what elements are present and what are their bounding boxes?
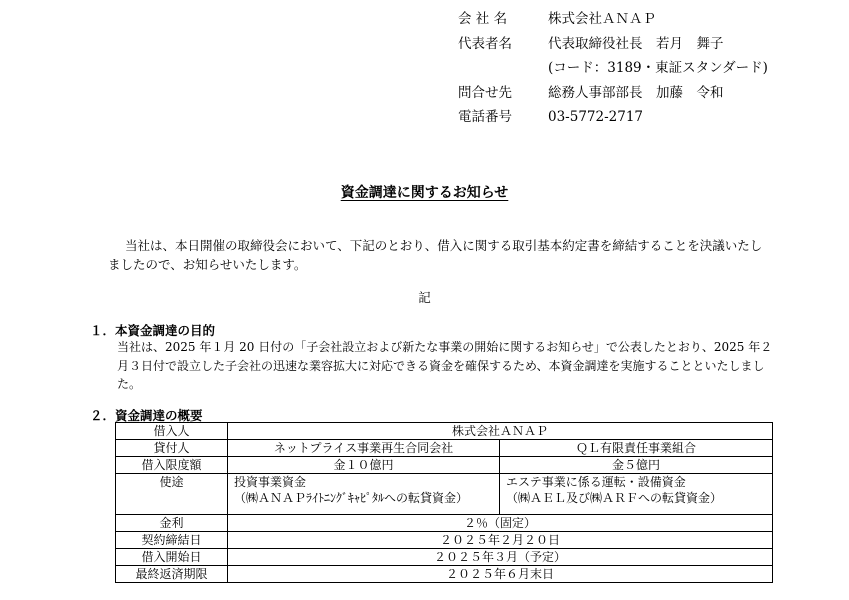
start-date-value: ２０２５年３月（予定） <box>228 549 773 566</box>
company-name-label: 会 社 名 <box>458 11 508 27</box>
financing-overview-table <box>115 422 773 583</box>
representative-row <box>458 35 768 60</box>
contact-value: 総務人事部部長 加藤 令和 <box>548 84 724 101</box>
rate-label: 金利 <box>116 515 228 532</box>
borrower-value: 株式会社ＡＮＡＰ <box>228 423 773 440</box>
due-date-label: 最終返済期限 <box>116 566 228 583</box>
start-date-label: 借入開始日 <box>116 549 228 566</box>
use-b-line1: エステ事業に係る運転・設備資金 <box>506 475 686 489</box>
use-label: 使途 <box>116 474 228 515</box>
use-b-line2: （㈱ＡＥＬ及び㈱ＡＲＦへの転貸資金） <box>506 491 723 505</box>
contract-date-value: ２０２５年２月２０日 <box>228 532 773 549</box>
phone-value: 03-5772-2717 <box>548 109 644 125</box>
contact-label: 問合せ先 <box>458 84 512 101</box>
section-1-body: 当社は、2025 年１月 20 日付の「子会社設立および新たな事業の開始に関するお知らせ」で公表したとおり、2025 年２月３日付で設立した子会社の迅速な業容拡大に対応できる資金を確保するため、本資金調達を実施することといたしました。 <box>117 340 773 391</box>
borrower-label: 借入人 <box>116 423 228 440</box>
lender-label: 貸付人 <box>116 440 228 457</box>
table-row <box>116 474 773 515</box>
phone-row <box>458 108 768 133</box>
phone-label: 電話番号 <box>458 109 512 125</box>
due-date-value: ２０２５年６月末日 <box>228 566 773 583</box>
table-row <box>116 566 773 583</box>
representative-value: 代表取締役社長 若月 舞子 <box>548 35 724 52</box>
stock-code-label <box>458 59 548 84</box>
use-value-a <box>228 474 500 515</box>
company-name-row <box>458 10 768 35</box>
company-name-value: 株式会社ＡＮＡＰ <box>548 11 656 27</box>
table-row <box>116 423 773 440</box>
contract-date-label: 契約締結日 <box>116 532 228 549</box>
stock-code-value: (コード：3189・東証スタンダード) <box>548 60 768 76</box>
rate-value: ２％（固定） <box>228 515 773 532</box>
use-a-line1: 投資事業資金 <box>234 475 307 489</box>
section-2-heading: ２．資金調達の概要 <box>90 408 203 423</box>
table-row <box>116 440 773 457</box>
document-title: 資金調達に関するお知らせ <box>340 185 509 201</box>
use-value-b <box>500 474 773 515</box>
table-row <box>116 457 773 474</box>
stock-code-row <box>458 59 768 84</box>
intro-paragraph: 当社は、本日開催の取締役会において、下記のとおり、借入に関する取引基本約定書を締結することを決議いたしましたので、お知らせいたします。 <box>108 238 763 272</box>
use-a-line2: （㈱ＡＮＡＰﾗｲﾄﾆﾝｸﾞｷｬﾋﾟﾀﾙへの転貸資金） <box>234 491 469 505</box>
lender-value-b: ＱＬ有限責任事業組合 <box>500 440 773 457</box>
table-row <box>116 532 773 549</box>
ki-marker: 記 <box>418 290 431 305</box>
representative-label: 代表者名 <box>458 35 512 52</box>
limit-label: 借入限度額 <box>116 457 228 474</box>
lender-value-a: ネットプライス事業再生合同会社 <box>228 440 500 457</box>
table-row <box>116 515 773 532</box>
company-info-block <box>458 10 768 133</box>
contact-row <box>458 84 768 109</box>
limit-value-a: 金１０億円 <box>228 457 500 474</box>
limit-value-b: 金５億円 <box>500 457 773 474</box>
section-1-heading: １．本資金調達の目的 <box>90 323 216 338</box>
table-row <box>116 549 773 566</box>
